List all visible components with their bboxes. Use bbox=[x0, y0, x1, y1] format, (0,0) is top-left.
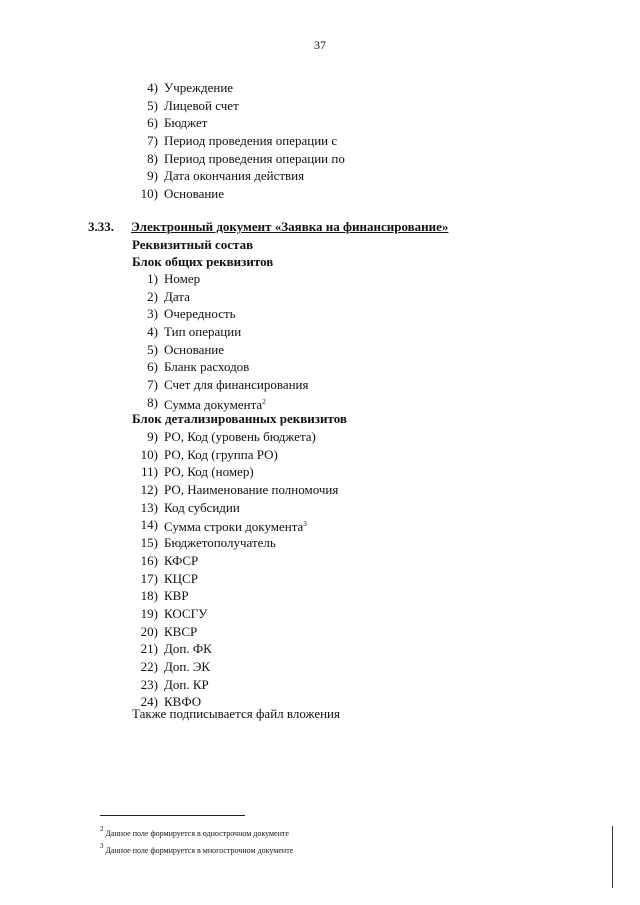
list-item bbox=[132, 185, 345, 203]
list-item bbox=[132, 288, 309, 306]
list-item-label: Бланк расходов bbox=[164, 359, 250, 375]
detail-block-heading: Блок детализированных реквизитов bbox=[132, 411, 347, 426]
list-item bbox=[132, 605, 338, 623]
list-item-label: Дата окончания действия bbox=[164, 168, 305, 184]
list-item-text bbox=[164, 481, 338, 499]
list-item-text bbox=[164, 516, 307, 534]
list-item-label: Код субсидии bbox=[164, 499, 240, 515]
list-item bbox=[132, 552, 338, 570]
list-item-text bbox=[164, 499, 240, 517]
list-item-number: 13) bbox=[140, 499, 158, 515]
list-item-number: 12) bbox=[140, 482, 158, 498]
list-item-label: Период проведения операции по bbox=[164, 150, 345, 166]
list-item-label: КВФО bbox=[164, 694, 202, 710]
list-item bbox=[132, 446, 338, 464]
list-item-text bbox=[164, 132, 337, 150]
list-item bbox=[132, 114, 345, 132]
list-item bbox=[132, 79, 345, 97]
list-item-number: 7) bbox=[147, 377, 158, 393]
list-item-text bbox=[164, 150, 345, 168]
list-item-number: 19) bbox=[140, 605, 158, 621]
list-item-number: 3) bbox=[147, 306, 158, 322]
list-item-label: Бюджет bbox=[164, 115, 208, 131]
list-item bbox=[132, 323, 309, 341]
list-item bbox=[132, 640, 338, 658]
list-item bbox=[132, 676, 338, 694]
list-item-label: Доп. КР bbox=[164, 676, 209, 692]
list-item-label: Лицевой счет bbox=[164, 97, 239, 113]
list-item-number: 9) bbox=[147, 168, 158, 184]
list-item-number: 18) bbox=[140, 588, 158, 604]
footnotes bbox=[100, 823, 293, 857]
list-item-label: Период проведения операции с bbox=[164, 133, 338, 149]
list-item-text bbox=[164, 605, 207, 623]
list-item-number: 5) bbox=[147, 341, 158, 357]
list-item-number: 10) bbox=[140, 446, 158, 462]
list-item-label: РО, Наименование полномочия bbox=[164, 482, 339, 498]
list-item-label: Учреждение bbox=[164, 80, 234, 95]
list-item-number: 10) bbox=[140, 186, 158, 202]
list-item-number: 14) bbox=[140, 517, 158, 533]
list-item-label: КЦСР bbox=[164, 570, 198, 586]
list-item-text bbox=[164, 676, 209, 694]
list-item-text bbox=[164, 305, 236, 323]
list-item-text bbox=[164, 376, 309, 394]
footnote-text: Данное поле формируется в однострочном документе bbox=[105, 829, 289, 838]
common-block-list bbox=[132, 270, 309, 412]
list-item bbox=[132, 358, 309, 376]
footnote-reference: 3 bbox=[303, 520, 307, 529]
list-item-text bbox=[164, 623, 197, 641]
list-item-number: 9) bbox=[147, 429, 158, 444]
list-item bbox=[132, 97, 345, 115]
list-item-number: 2) bbox=[147, 288, 158, 304]
list-item-label: Номер bbox=[164, 271, 201, 286]
scan-edge-mark bbox=[612, 826, 613, 888]
list-item-label: Основание bbox=[164, 341, 225, 357]
list-item-text bbox=[164, 323, 241, 341]
common-block-heading: Блок общих реквизитов bbox=[132, 254, 274, 269]
list-item-label: КВСР bbox=[164, 623, 198, 639]
footnote-text: Данное поле формируется в многострочном документе bbox=[105, 846, 294, 855]
list-item-label: Дата bbox=[164, 288, 190, 304]
list-item-text bbox=[164, 79, 233, 97]
list-item bbox=[132, 167, 345, 185]
list-item-label: КОСГУ bbox=[164, 605, 208, 621]
list-item-number: 11) bbox=[141, 464, 158, 480]
list-item-number: 21) bbox=[140, 641, 158, 657]
list-item-label: Тип операции bbox=[164, 324, 242, 340]
list-item-text bbox=[164, 534, 276, 552]
section-title: Электронный документ «Заявка на финансирование» bbox=[131, 219, 449, 234]
list-item-text bbox=[164, 394, 266, 412]
list-item-number: 4) bbox=[147, 80, 158, 95]
list-item-number: 8) bbox=[147, 150, 158, 166]
list-item-label: Доп. ФК bbox=[164, 641, 212, 657]
list-item bbox=[132, 658, 338, 676]
list-item-text bbox=[164, 570, 198, 588]
list-item-label: РО, Код (уровень бюджета) bbox=[164, 429, 316, 444]
list-item-label: Сумма документа bbox=[164, 396, 263, 412]
list-item-number: 6) bbox=[147, 359, 158, 375]
list-item bbox=[132, 341, 309, 359]
list-item-number: 7) bbox=[147, 133, 158, 149]
list-item-number: 5) bbox=[147, 97, 158, 113]
list-item bbox=[132, 587, 338, 605]
footnote-mark: 3 bbox=[100, 842, 104, 850]
list-item-number: 8) bbox=[147, 394, 158, 410]
list-item-label: Основание bbox=[164, 186, 225, 202]
list-item-label: РО, Код (номер) bbox=[164, 464, 254, 480]
closing-text: Также подписывается файл вложения bbox=[132, 706, 340, 721]
list-item-text bbox=[164, 552, 198, 570]
list-item bbox=[132, 516, 338, 534]
list-item-text bbox=[164, 114, 207, 132]
continued-list bbox=[132, 79, 345, 203]
list-item-number: 15) bbox=[140, 535, 158, 551]
list-item-number: 4) bbox=[147, 324, 158, 340]
list-item-text bbox=[164, 97, 239, 115]
list-item bbox=[132, 481, 338, 499]
list-item-label: Счет для финансирования bbox=[164, 377, 309, 393]
detail-block-list bbox=[132, 428, 338, 711]
list-item-text bbox=[164, 341, 224, 359]
list-item-text bbox=[164, 658, 210, 676]
footnote-reference: 2 bbox=[262, 397, 266, 406]
list-item-text bbox=[164, 270, 200, 288]
list-item-number: 22) bbox=[140, 658, 158, 674]
list-item-text bbox=[164, 463, 254, 481]
list-item bbox=[132, 150, 345, 168]
list-item bbox=[132, 570, 338, 588]
list-item bbox=[132, 132, 345, 150]
list-item bbox=[132, 534, 338, 552]
list-item bbox=[132, 270, 309, 288]
footnote bbox=[100, 840, 293, 857]
list-item bbox=[132, 463, 338, 481]
list-item-label: КФСР bbox=[164, 552, 199, 568]
list-item-number: 1) bbox=[147, 271, 158, 286]
list-item-number: 24) bbox=[140, 694, 158, 710]
list-item-number: 6) bbox=[147, 115, 158, 131]
section-subtitle: Реквизитный состав bbox=[132, 237, 254, 252]
footnote-mark: 2 bbox=[100, 825, 104, 833]
list-item bbox=[132, 376, 309, 394]
list-item-number: 23) bbox=[140, 676, 158, 692]
list-item-label: Доп. ЭК bbox=[164, 658, 211, 674]
list-item-text bbox=[164, 358, 249, 376]
list-item bbox=[132, 394, 309, 412]
list-item-text bbox=[164, 428, 316, 446]
list-item-text bbox=[164, 185, 224, 203]
list-item-number: 17) bbox=[140, 570, 158, 586]
list-item-label: РО, Код (группа РО) bbox=[164, 446, 278, 462]
list-item-number: 20) bbox=[140, 623, 158, 639]
list-item bbox=[132, 305, 309, 323]
list-item bbox=[132, 623, 338, 641]
list-item-number: 16) bbox=[140, 552, 158, 568]
footnote bbox=[100, 823, 293, 840]
footnote-divider bbox=[100, 815, 245, 816]
list-item bbox=[132, 499, 338, 517]
list-item-label: Бюджетополучатель bbox=[164, 535, 276, 551]
list-item-text bbox=[164, 167, 304, 185]
list-item bbox=[132, 428, 338, 446]
list-item-label: Очередность bbox=[164, 306, 236, 322]
list-item-text bbox=[164, 587, 189, 605]
page-number: 37 bbox=[314, 38, 326, 52]
list-item-text bbox=[164, 640, 212, 658]
section-number: 3.33. bbox=[88, 219, 114, 234]
list-item-text bbox=[164, 446, 278, 464]
list-item-text bbox=[164, 288, 190, 306]
list-item-label: Сумма строки документа bbox=[164, 519, 304, 535]
list-item-label: КВР bbox=[164, 588, 189, 604]
